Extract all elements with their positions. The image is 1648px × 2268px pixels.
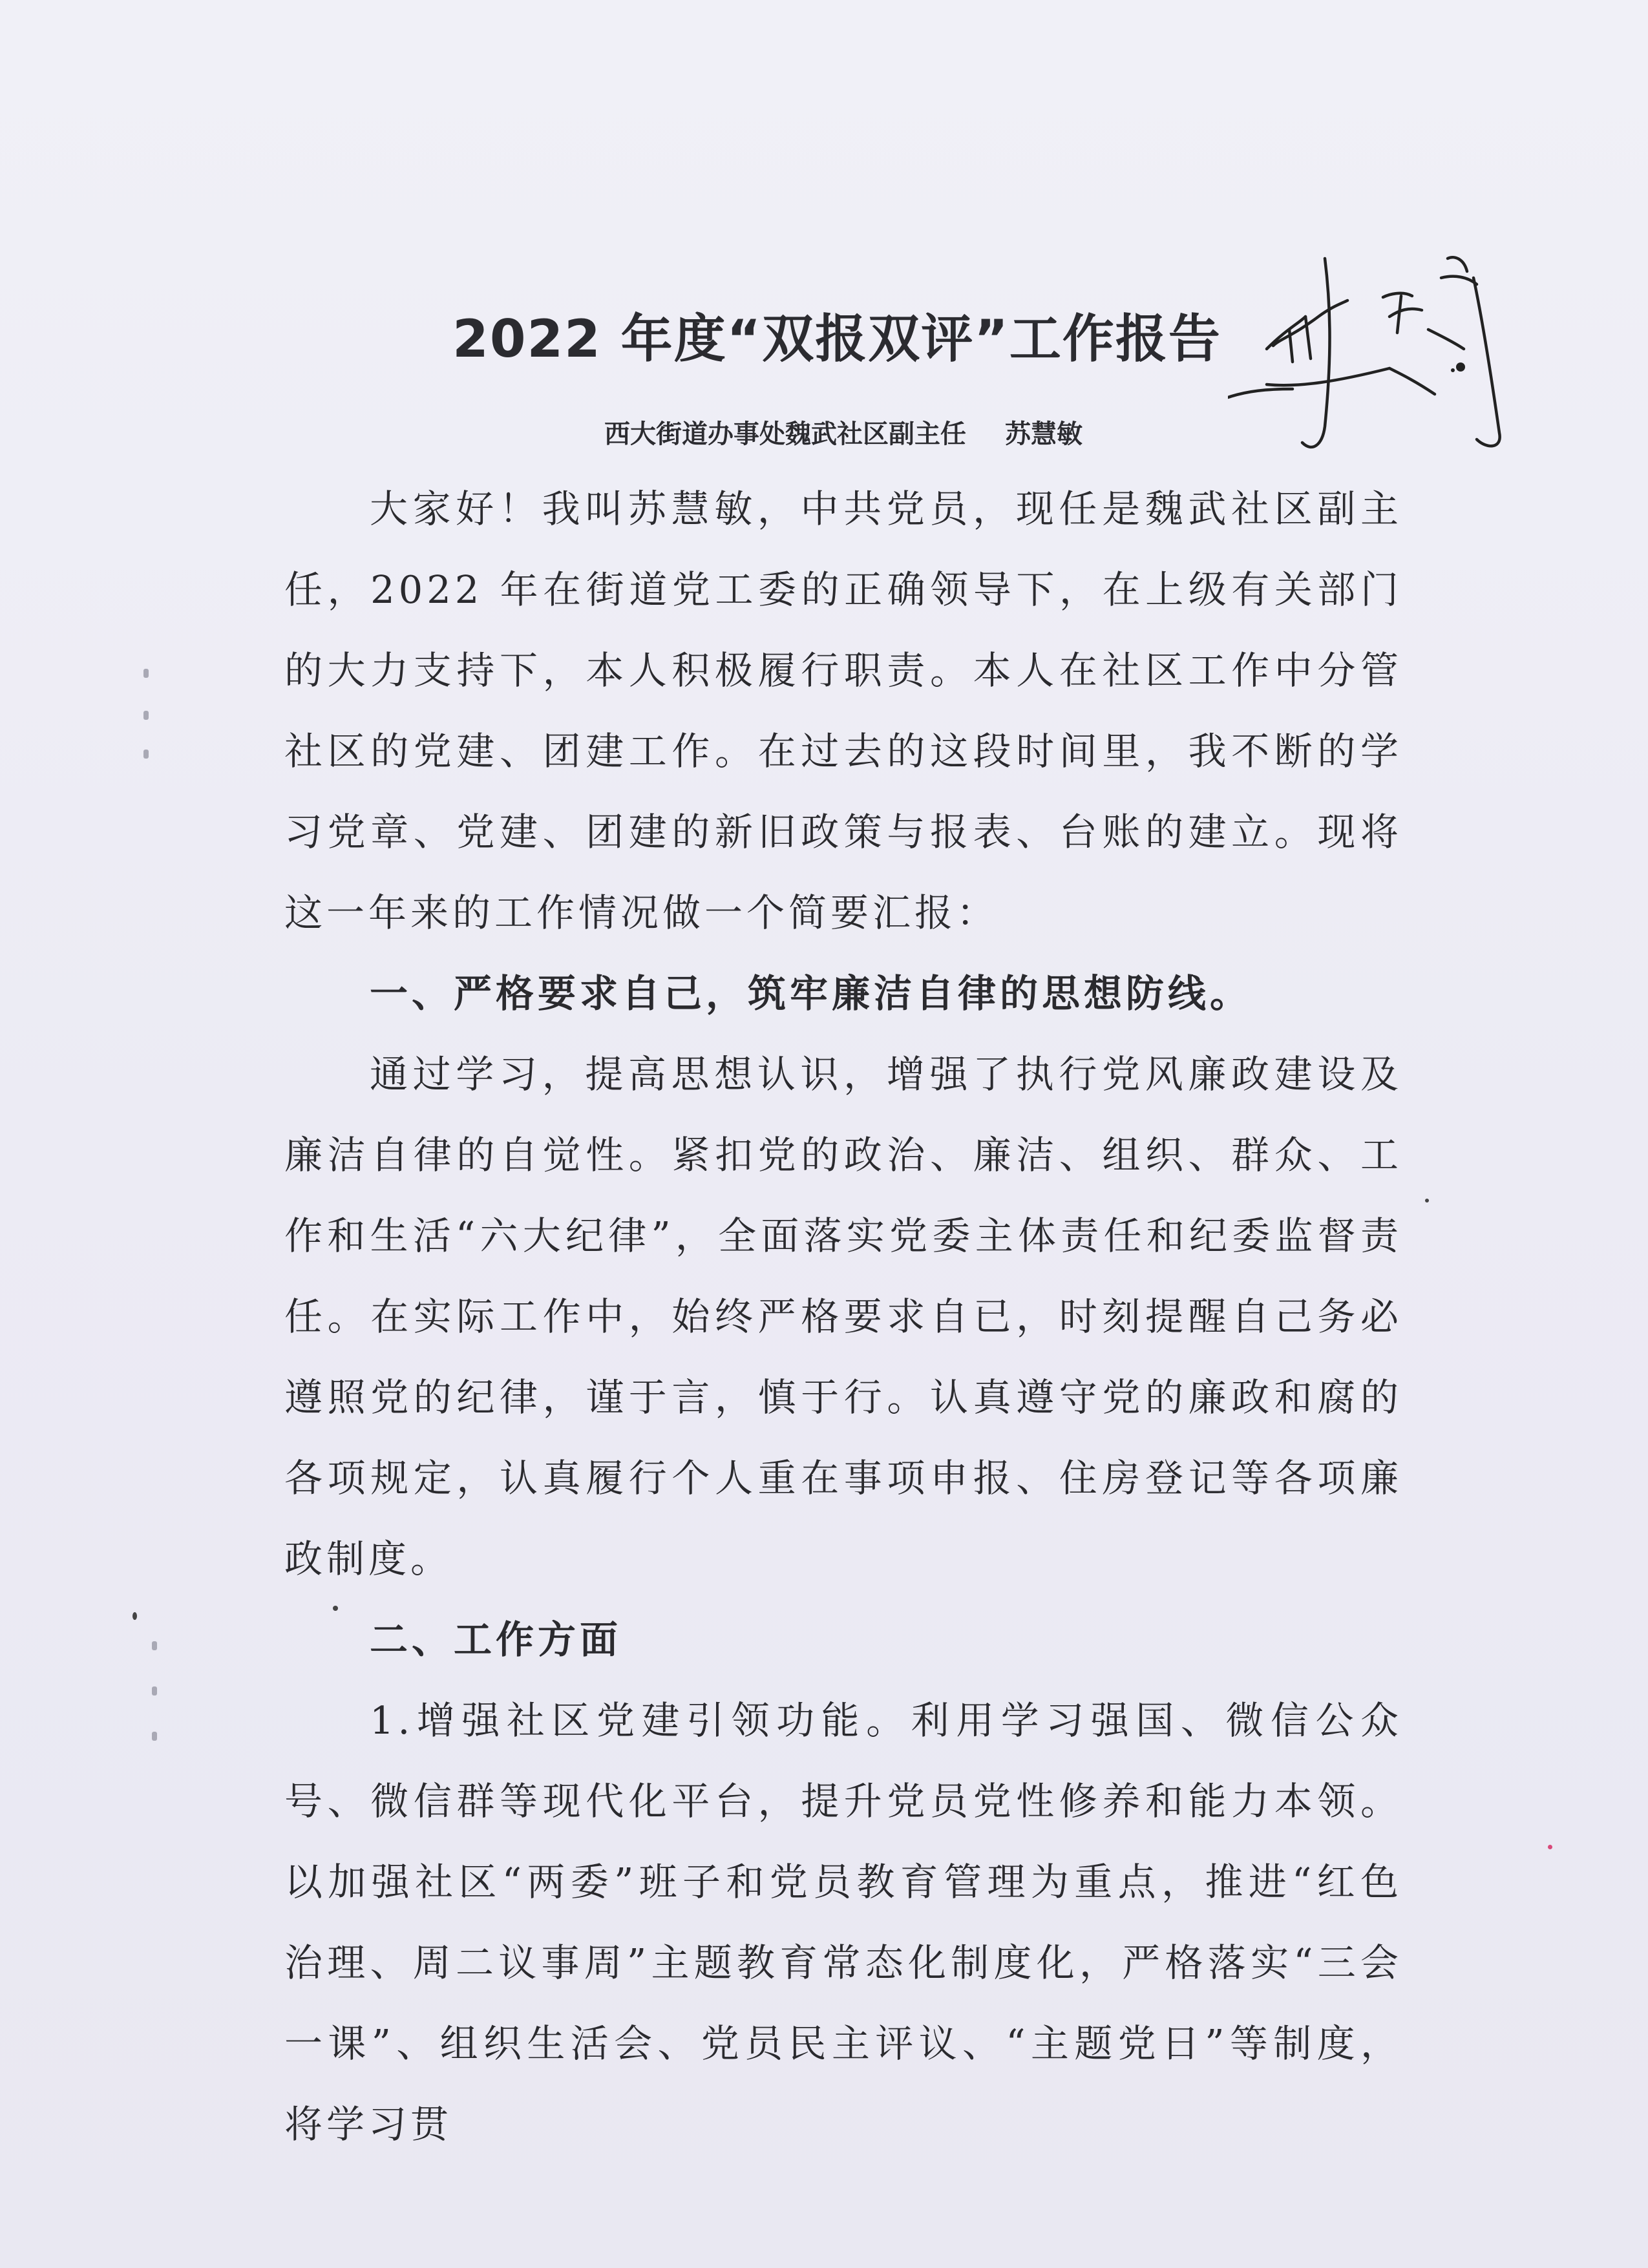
binding-hole-mark: [152, 1732, 157, 1741]
binding-hole-mark: [152, 1641, 157, 1650]
binding-hole-mark: [143, 711, 149, 720]
document-body: [284, 468, 1402, 2165]
byline-author-name: 苏慧敏: [1005, 419, 1083, 449]
section-heading-2: 二、工作方面: [370, 1617, 622, 1662]
handwritten-signature: [1228, 220, 1590, 498]
scan-speck: [1425, 1199, 1429, 1202]
binding-hole-mark: [143, 750, 149, 759]
binding-hole-mark: [143, 669, 149, 678]
paragraph-intro: 大家好！我叫苏慧敏，中共党员，现任是魏武社区副主任，2022 年在街道党工委的正确领导下，在上级有关部门的大力支持下，本人积极履行职责。本人在社区工作中分管社区的党建、团建工作。在过去的这段时间里，我不断的学习党章、党建、团建的新旧政策与报表、台账的建立。现将这一年来的工作情况做一个简要汇报：: [284, 487, 1402, 935]
scan-speck: [132, 1612, 137, 1620]
document-title: 2022 年度“双报双评”工作报告: [452, 309, 1221, 369]
scan-speck: [1548, 1845, 1552, 1849]
paragraph-section-2-item-1: 1.增强社区党建引领功能。利用学习强国、微信公众号、微信群等现代化平台，提升党员党性修养和能力本领。以加强社区“两委”班子和党员教育管理为重点，推进“红色治理、周二议事周”主题教育常态化制度化，严格落实“三会一课”、组织生活会、党员民主评议、“主题党日”等制度，将学习贯: [284, 1698, 1402, 2147]
binding-hole-mark: [152, 1686, 157, 1696]
scan-speck: [333, 1606, 338, 1611]
section-heading-1: 一、严格要求自己，筑牢廉洁自律的思想防线。: [370, 971, 1252, 1016]
byline-organization: 西大街道办事处魏武社区副主任: [604, 419, 966, 449]
paragraph-section-1: 通过学习，提高思想认识，增强了执行党风廉政建设及廉洁自律的自觉性。紧扣党的政治、廉洁、组织、群众、工作和生活“六大纪律”，全面落实党委主体责任和纪委监督责任。在实际工作中，始终严格要求自已，时刻提醒自己务必遵照党的纪律，谨于言，慎于行。认真遵守党的廉政和腐的各项规定，认真履行个人重在事项申报、住房登记等各项廉政制度。: [284, 1052, 1402, 1581]
